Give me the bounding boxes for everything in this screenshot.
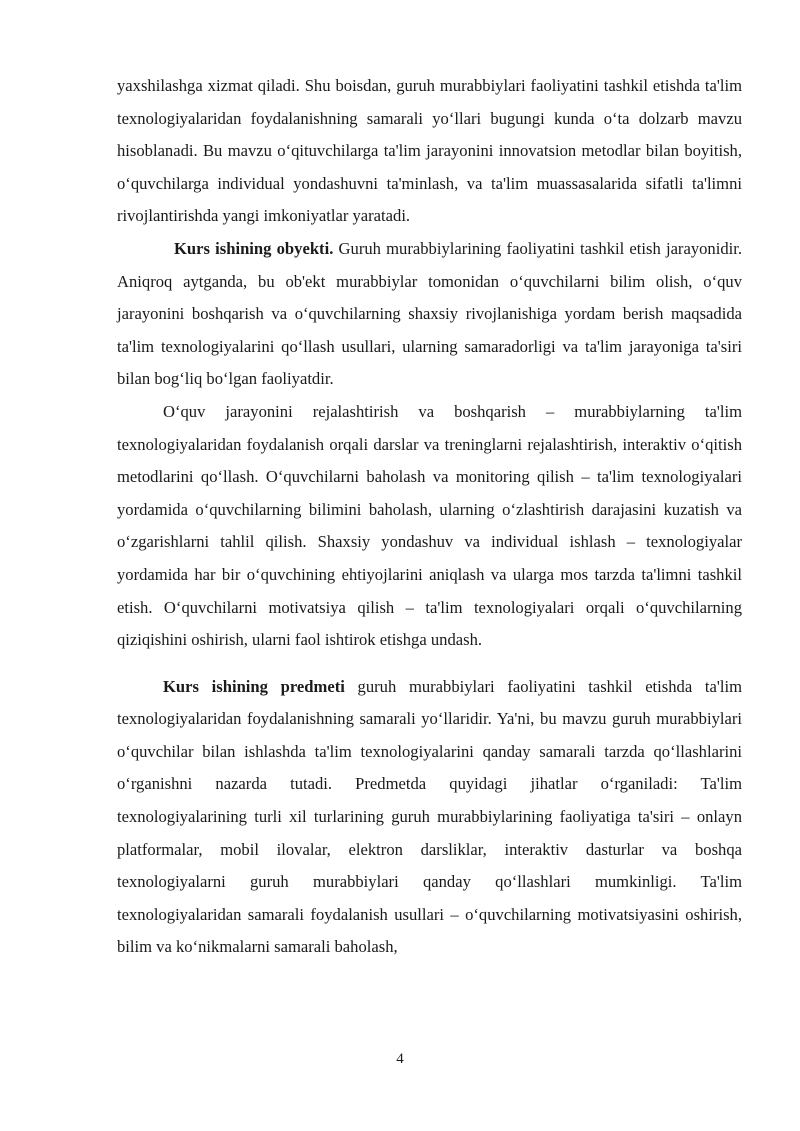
page-body	[117, 70, 742, 964]
paragraph-text: O‘quv jarayonini rejalashtirish va boshqarish – murabbiylarning ta'lim texnologiyalaridan foydalanish orqali darslar va treninglarni rejalashtirish, interaktiv o‘qitish metodlarini qo‘llash. O‘quvchilarni baholash va monitoring qilish – ta'lim texnologiyalari yordamida o‘quvchilarning bilimini baholash, ularning o‘zlashtirish darajasini kuzatish va o‘zgarishlarni tahlil qilish. Shaxsiy yondashuv va individual ishlash – texnologiyalar yordamida har bir o‘quvchining ehtiyojlarini aniqlash va ularga mos tarzda ta'limni tashkil etish. O‘quvchilarni motivatsiya qilish – ta'lim texnologiyalari orqali o‘quvchilarning qiziqishini oshirish, ularni faol ishtirok etishga undash.	[117, 401, 742, 650]
paragraph-text: yaxshilashga xizmat qiladi. Shu boisdan, guruh murabbiylari faoliyatini tashkil etishda ta'lim texnologiyalaridan foydalanishning samarali yo‘llari bugungi kunda o‘ta dolzarb mavzu hisoblanadi. Bu mavzu o‘qituvchilarga ta'lim jarayonini innovatsion metodlar bilan boyitish, o‘quvchilarga individual yondashuvni ta'minlash, va ta'lim muassasalarida sifatli ta'limni rivojlantirishda yangi imkoniyatlar yaratadi.	[117, 76, 742, 226]
paragraph-intro-continuation	[117, 70, 742, 233]
paragraph-learning-process	[117, 396, 742, 657]
paragraph-text: Guruh murabbiylarining faoliyatini tashkil etish jarayonidir. Aniqroq aytganda, bu ob'ekt murabbiylar tomonidan o‘quvchilarni bilim olish, o‘quv jarayonini boshqarish va o‘quvchilarning shaxsiy rivojlanishiga yordam berish maqsadida ta'lim texnologiyalarini qo‘llash usullari, ularning samaradorligi va ta'lim jarayoniga ta'siri bilan bog‘liq bo‘lgan faoliyatdir.	[117, 238, 742, 389]
paragraph-text: guruh murabbiylari faoliyatini tashkil etishda ta'lim texnologiyalaridan foydalanishning samarali yo‘llaridir. Ya'ni, bu mavzu guruh murabbiylari o‘quvchilar bilan ishlashda ta'lim texnologiyalarini qanday samarali tarzda qo‘llashlarini o‘rganishni nazarda tutadi. Predmetda quyidagi jihatlar o‘rganiladi: Ta'lim texnologiyalarining turli xil turlarining guruh murabbiylarining faoliyatiga ta'siri – onlayn platformalar, mobil ilovalar, elektron darsliklar, interaktiv dasturlar va boshqa texnologiyalarni guruh murabbiylari qanday qo‘llashlari mumkinligi. Ta'lim texnologiyalaridan samarali foydalanish usullari – o‘quvchilarning motivatsiyasini oshirish, bilim va ko‘nikmalarni samarali baholash,	[117, 676, 742, 957]
paragraph-course-object	[117, 233, 742, 396]
paragraph-heading: Kurs ishining obyekti.	[174, 238, 334, 258]
page-number: 4	[396, 1051, 404, 1067]
paragraph-heading: Kurs ishining predmeti	[163, 676, 345, 696]
paragraph-course-subject	[117, 671, 742, 964]
